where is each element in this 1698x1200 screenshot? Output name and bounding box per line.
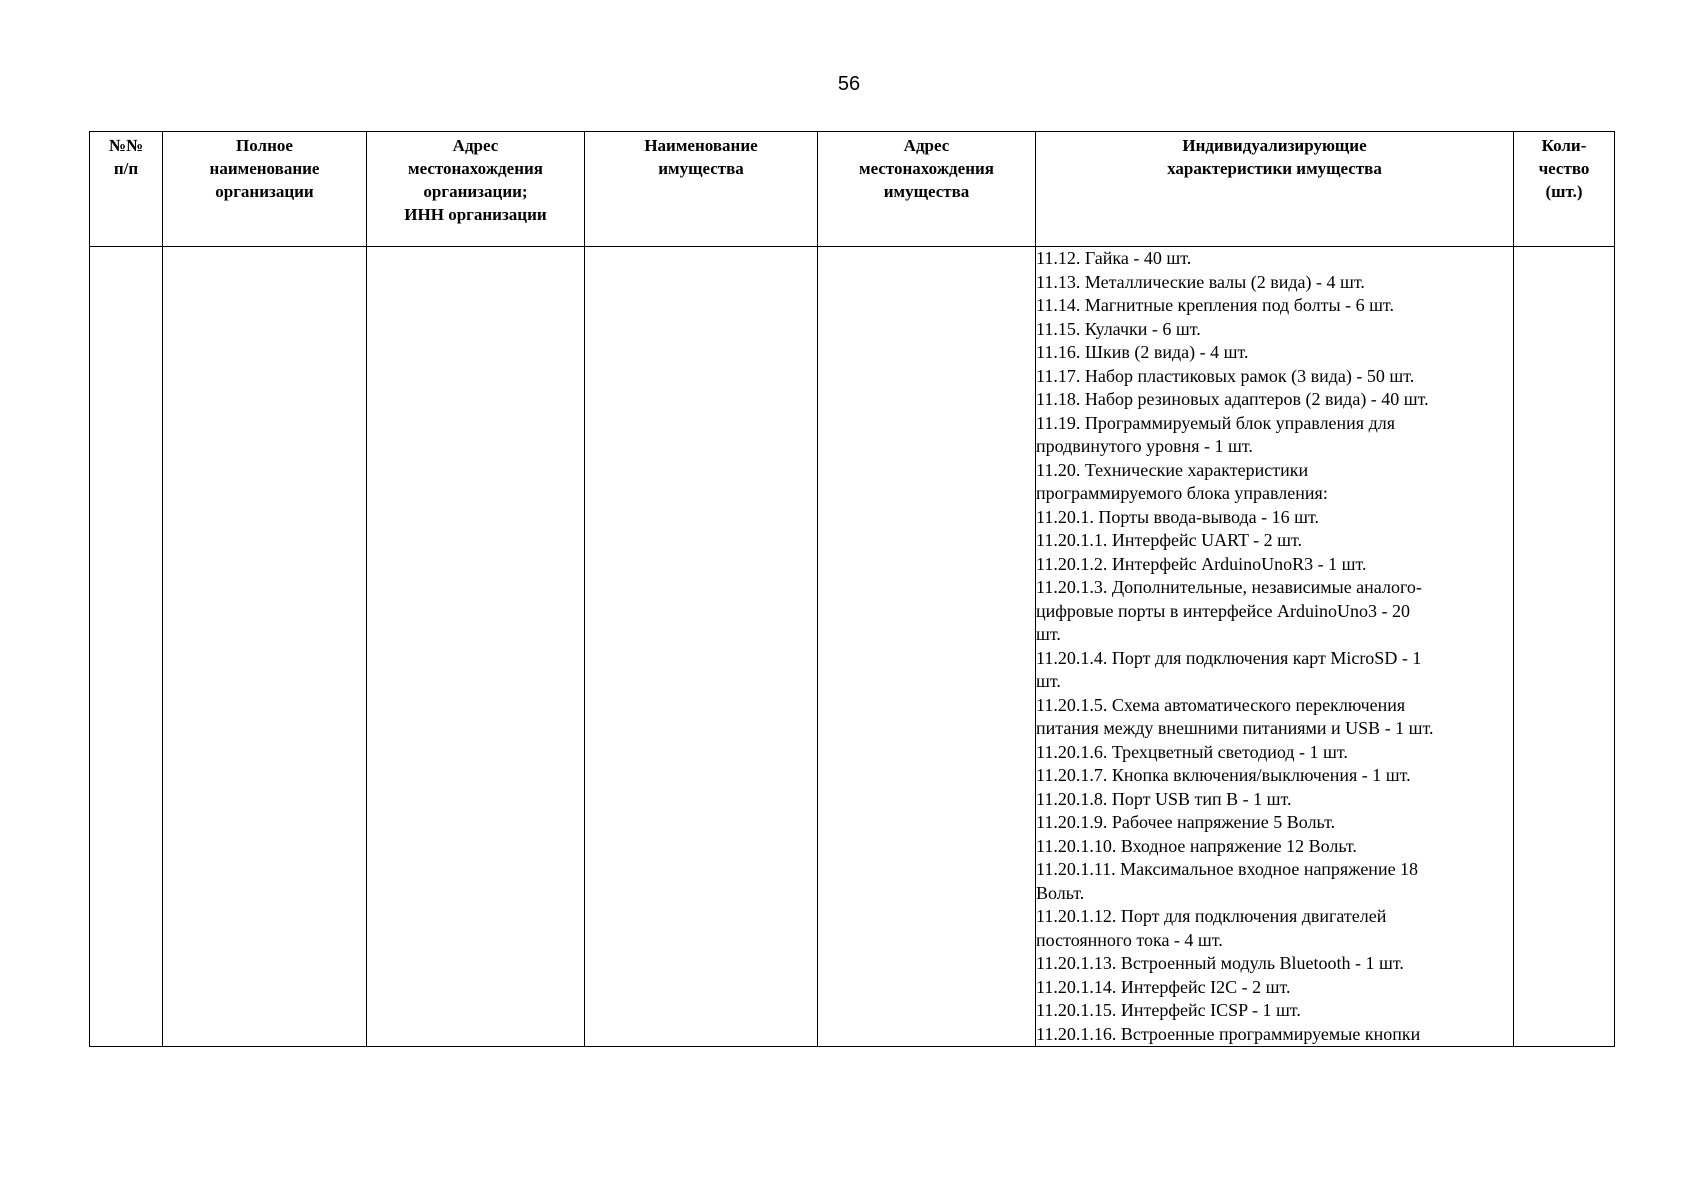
header-line: Адрес — [903, 136, 950, 155]
cell-quantity — [1514, 247, 1615, 1047]
characteristic-line: 11.12. Гайка - 40 шт. — [1036, 248, 1192, 268]
header-line: (шт.) — [1545, 182, 1583, 201]
characteristic-line: 11.20.1.1. Интерфейс UART - 2 шт. — [1036, 530, 1303, 550]
characteristic-line: 11.20.1.13. Встроенный модуль Bluetooth - 1 шт. — [1036, 953, 1404, 973]
characteristic-line: 11.20.1.12. Порт для подключения двигателей — [1036, 906, 1387, 926]
header-line: Наименование — [644, 136, 758, 155]
characteristic-line: 11.16. Шкив (2 вида) - 4 шт. — [1036, 342, 1249, 362]
characteristic-line: 11.20.1.7. Кнопка включения/выключения - 1 шт. — [1036, 765, 1411, 785]
characteristic-line: 11.13. Металлические валы (2 вида) - 4 шт. — [1036, 271, 1365, 292]
table-header-row — [90, 132, 1615, 247]
cell-characteristics — [1036, 247, 1514, 1047]
header-line: ИНН организации — [404, 205, 547, 224]
header-line: организации — [215, 182, 314, 201]
characteristic-line: Вольт. — [1036, 882, 1085, 903]
header-characteristics — [1036, 132, 1514, 247]
characteristic-line: 11.14. Магнитные крепления под болты - 6 шт. — [1036, 295, 1394, 315]
header-line: Индивидуализирующие — [1182, 136, 1367, 155]
characteristic-line: 11.20.1.4. Порт для подключения карт MicroSD - 1 — [1036, 647, 1422, 668]
characteristic-line: постоянного тока - 4 шт. — [1036, 929, 1223, 950]
cell-property-name — [585, 247, 818, 1047]
characteristic-line: 11.20.1.5. Схема автоматического переключения — [1036, 694, 1406, 715]
cell-number — [90, 247, 163, 1047]
header-line: местонахождения — [408, 159, 543, 178]
cell-organization-address — [367, 247, 585, 1047]
characteristic-line: 11.20. Технические характеристики — [1036, 459, 1309, 480]
characteristic-line: 11.15. Кулачки - 6 шт. — [1036, 318, 1201, 339]
characteristic-line: 11.18. Набор резиновых адаптеров (2 вида) - 40 шт. — [1036, 389, 1429, 409]
header-line: Коли- — [1541, 136, 1587, 155]
header-line: чество — [1538, 159, 1590, 178]
characteristic-line: 11.20.1.10. Входное напряжение 12 Вольт. — [1036, 835, 1357, 856]
characteristic-line: цифровые порты в интерфейсе ArduinoUno3 - 20 — [1036, 600, 1410, 621]
property-table — [89, 131, 1615, 1047]
characteristic-line: 11.20.1.14. Интерфейс I2C - 2 шт. — [1036, 976, 1291, 997]
characteristic-line: 11.20.1.16. Встроенные программируемые кнопки — [1036, 1023, 1421, 1044]
table-row — [90, 247, 1615, 1047]
characteristic-line: 11.20.1.6. Трехцветный светодиод - 1 шт. — [1036, 741, 1348, 762]
header-organization-address — [367, 132, 585, 247]
characteristic-line: 11.20.1.15. Интерфейс ICSP - 1 шт. — [1036, 1000, 1301, 1020]
characteristic-line: 11.20.1.2. Интерфейс ArduinoUnoR3 - 1 шт. — [1036, 553, 1367, 574]
header-line: Адрес — [452, 136, 499, 155]
header-line: организации; — [423, 182, 528, 201]
characteristic-line: программируемого блока управления: — [1036, 483, 1328, 503]
header-line: Полное — [236, 136, 293, 155]
characteristic-line: 11.20.1.11. Максимальное входное напряжение 18 — [1036, 859, 1419, 879]
characteristic-line: питания между внешними питаниями и USB - 1 шт. — [1036, 718, 1434, 738]
header-property-name — [585, 132, 818, 247]
header-line: местонахождения — [859, 159, 994, 178]
header-number — [90, 132, 163, 247]
header-line: имущества — [883, 182, 970, 201]
characteristic-line: 11.20.1.3. Дополнительные, независимые аналого- — [1036, 577, 1422, 597]
characteristic-line: шт. — [1036, 624, 1061, 644]
header-quantity — [1514, 132, 1615, 247]
cell-property-address — [818, 247, 1036, 1047]
characteristic-line: 11.20.1.9. Рабочее напряжение 5 Вольт. — [1036, 812, 1336, 832]
cell-organization-name — [163, 247, 367, 1047]
header-line: №№ — [108, 136, 144, 155]
header-line: п/п — [113, 159, 139, 178]
page-number: 56 — [837, 73, 861, 95]
characteristic-line: 11.19. Программируемый блок управления для — [1036, 412, 1396, 433]
characteristic-line: продвинутого уровня - 1 шт. — [1036, 436, 1253, 456]
characteristics-list — [1036, 247, 1513, 1046]
header-organization-name — [163, 132, 367, 247]
header-line: наименование — [209, 159, 320, 178]
header-property-address — [818, 132, 1036, 247]
header-line: характеристики имущества — [1167, 159, 1382, 178]
characteristic-line: 11.20.1.8. Порт USB тип B - 1 шт. — [1036, 788, 1292, 809]
characteristic-line: 11.17. Набор пластиковых рамок (3 вида) - 50 шт. — [1036, 365, 1415, 386]
characteristic-line: 11.20.1. Порты ввода-вывода - 16 шт. — [1036, 506, 1320, 527]
characteristic-line: шт. — [1036, 671, 1061, 691]
header-line: имущества — [658, 159, 744, 178]
